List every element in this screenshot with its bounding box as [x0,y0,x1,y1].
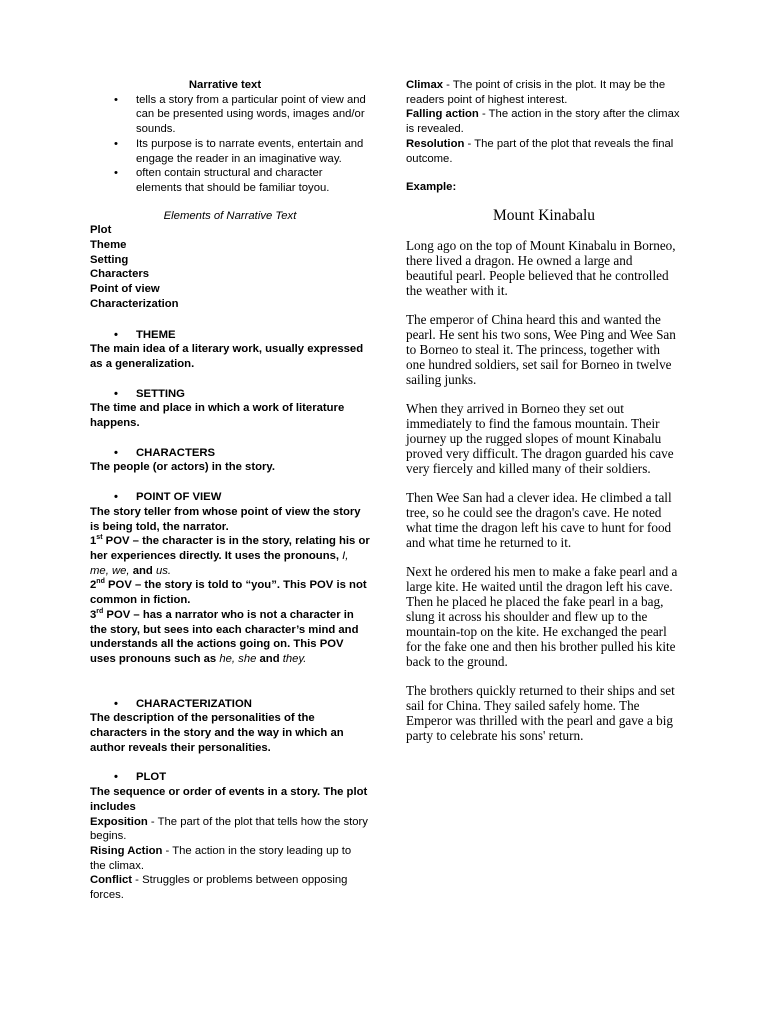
climax-def: Climax - The point of crisis in the plot. It may be the readers point of highest interest. [406,79,666,106]
pov-third: 3rd POV – has a narrator who is not a character in the story, but sees into each character’s mind and understands all the actions going on. This POV uses pronouns such as he, she and they. [90,608,359,665]
story-paragraph: The brothers quickly returned to their ships and set sail for China. They sailed safely home. The Emperor was thrilled with the pearl and gave a big party to celebrate his sons' return. [406,682,675,743]
pov-first: 1st POV – the character is in the story, relating his or her experiences directly. It uses the pronouns, I, me, we, and us. [90,534,370,577]
pov-heading: • POINT OF VIEW [90,490,370,505]
resolution-def: Resolution - The part of the plot that reveals the final outcome. [406,137,674,165]
bullet-item: • Its purpose is to narrate events, entertain and engage the reader in an imaginative way. [90,137,370,166]
theme-heading: • THEME [90,328,370,343]
plot-body [90,785,370,903]
story-title: Mount Kinabalu [492,206,596,224]
right-column [406,78,682,757]
element-item: Theme [90,239,127,252]
plot-conflict: Conflict - Struggles or problems between opposing forces. [90,874,348,902]
elements-list [90,223,370,311]
falling-action-def: Falling action - The action in the story after the climax is revealed. [406,108,680,136]
story-paragraph: When they arrived in Borneo they set out immediately to find the famous mountain. Their journey up the rugged slopes of mount Kinabalu proved very difficult. The dragon guarded his cave very fiercely and killed many of their soldiers. [406,400,674,476]
plot-continued [406,78,682,195]
characters-body: The people (or actors) in the story. [90,461,275,474]
elements-heading: Elements of Narrative Text [163,209,297,222]
characterization-heading: • CHARACTERIZATION [90,697,370,712]
element-item: Characterization [90,297,179,310]
setting-body: The time and place in which a work of literature happens. [90,402,345,430]
element-item: Plot [90,224,112,237]
story-paragraph: The emperor of China heard this and wanted the pearl. He sent his two sons, Wee Ping and Wee San to Borneo to steal it. The princess, together with one hundred soldiers, set sail for Borneo in twelve sailing junks. [406,311,676,387]
story-paragraph: Then Wee San had a clever idea. He climbed a tall tree, so he could see the dragon's cave. He noted what time the dragon left his cave to hunt for food and what time he returned to it. [406,489,672,550]
element-item: Characters [90,268,150,281]
element-item: Setting [90,253,129,266]
story-paragraph: Next he ordered his men to make a fake pearl and a large kite. He waited until the dragon left his cave. Then he placed he placed the fake pearl in a bag, slung it across his shoulder and flew up to the mountain-top on the kite. He exchanged the pearl for the fake one and then his brother pulled his kite back to the ground. [406,563,678,669]
plot-intro: The sequence or order of events in a story. The plot includes [90,786,368,813]
theme-body: The main idea of a literary work, usually expressed as a generalization. [90,343,364,370]
story-body [406,238,682,743]
plot-heading: • PLOT [90,770,370,785]
pov-intro: The story teller from whose point of view the story is being told, the narrator. [90,505,361,533]
story-paragraph: Long ago on the top of Mount Kinabalu in Borneo, there lived a dragon. He owned a large and beautiful pearl. People believed that he controlled the weather with it. [406,237,676,298]
setting-heading: • SETTING [90,387,370,402]
narrative-bullets [90,93,370,196]
section-title: Narrative text [188,79,262,91]
plot-exposition: Exposition - The part of the plot that tells how the story begins. [90,815,368,843]
example-label: Example: [406,181,457,194]
left-column [90,78,370,903]
bullet-item: • often contain structural and character elements that should be familiar toyou. [90,166,370,195]
plot-rising-action: Rising Action - The action in the story leading up to the climax. [90,844,352,872]
pov-body [90,505,370,667]
bullet-item: • tells a story from a particular point of view and can be presented using words, images and/or sounds. [90,93,370,137]
pov-second: 2nd POV – the story is told to “you”. This POV is not common in fiction. [90,578,367,607]
element-item: Point of view [90,283,160,296]
characterization-body: The description of the personalities of the characters in the story and the way in which an author reveals their personalities. [90,712,344,754]
characters-heading: • CHARACTERS [90,446,370,461]
